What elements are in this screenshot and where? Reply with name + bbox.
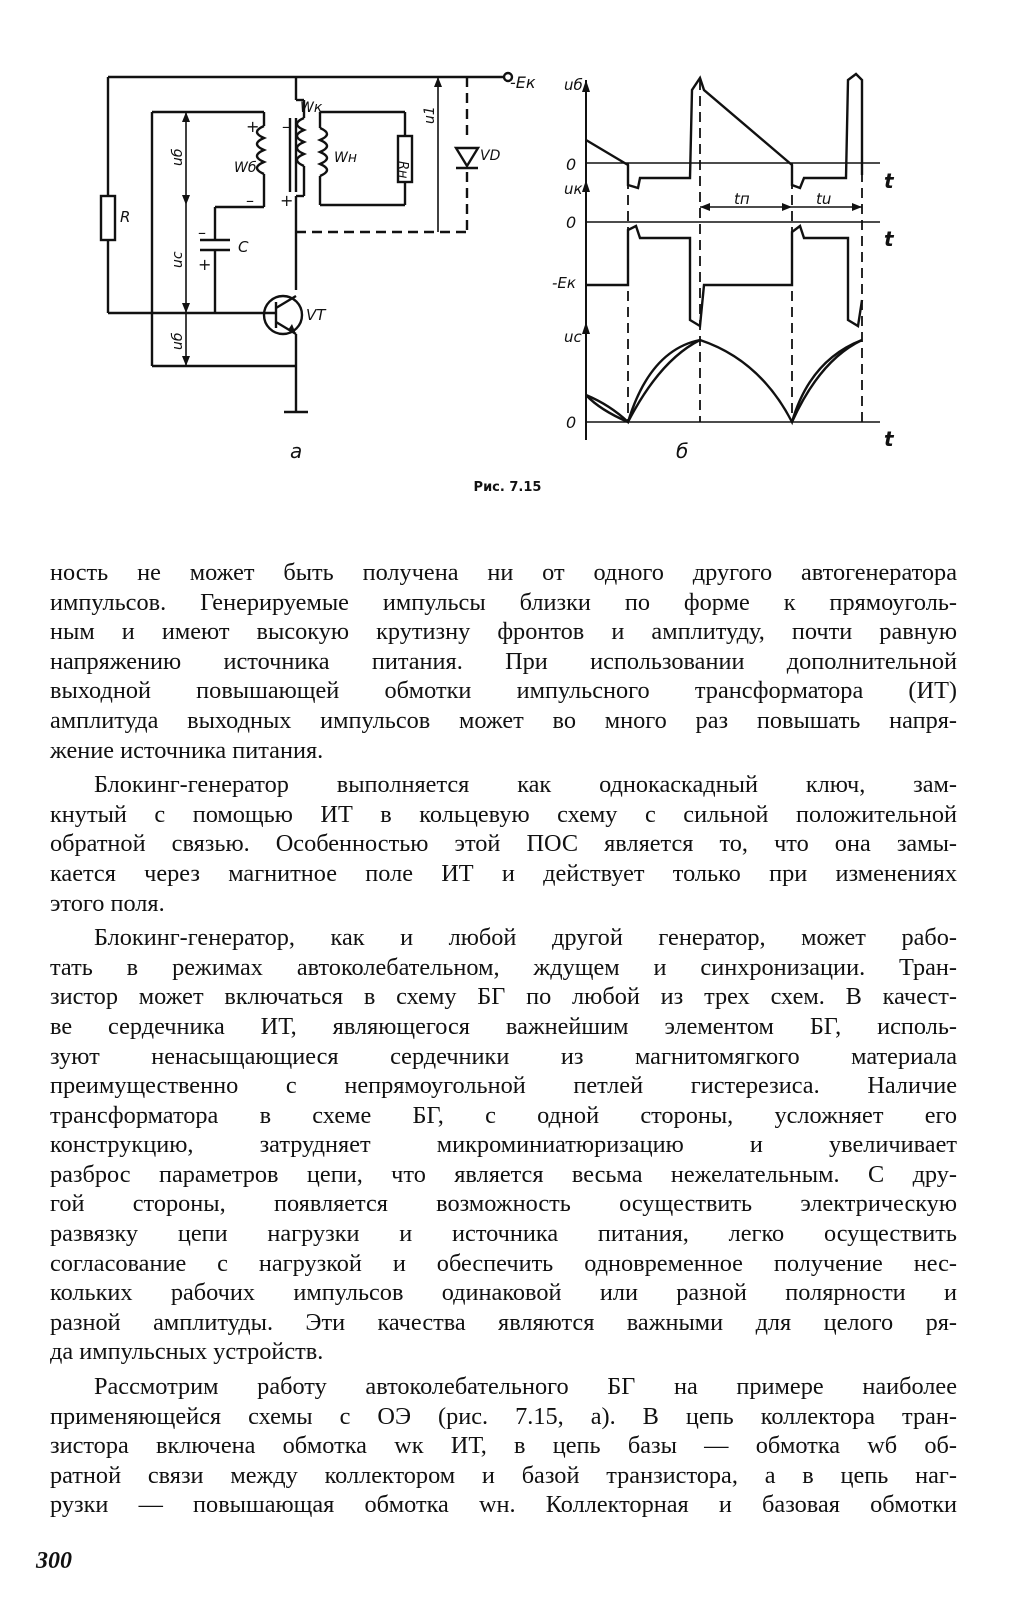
- text-line: ным и имеют высокую крутизну фронтов и амплитуду, почти равную: [50, 618, 957, 646]
- text-line: Блокинг-генератор, как и любой другой генератор, может рабо-: [94, 924, 957, 952]
- text-line: ратной связи между коллектором и базой транзистора, а в цепь наг-: [50, 1461, 957, 1489]
- text-line: зуют ненасыщающиеся сердечники из магнитомягкого материала: [50, 1042, 957, 1070]
- panel-label-b: б: [676, 439, 689, 463]
- label-ub-2: uб: [170, 332, 186, 350]
- text-line: развязку цепи нагрузки и источника питания, легко осуществить: [50, 1220, 957, 1248]
- label-wn: Wн: [334, 150, 357, 166]
- timing-t-2: t: [884, 227, 894, 251]
- text-line: кольких рабочих импульсов одинаковой или разной полярности и: [50, 1279, 957, 1307]
- label-u1: u1: [422, 106, 438, 124]
- text-line: зистора включена обмотка wк ИТ, в цепь базы — обмотка wб об-: [50, 1432, 957, 1460]
- label-wb: Wб: [234, 160, 257, 176]
- text-line: зистор может включаться в схему БГ по любой из трех схем. В качест-: [50, 983, 957, 1011]
- label-vd: VD: [480, 148, 501, 164]
- text-line: ве сердечника ИТ, являющегося важнейшим элементом БГ, исполь-: [50, 1012, 957, 1040]
- timing-t-1: t: [884, 169, 894, 193]
- timing-diagram: [586, 74, 880, 440]
- sign-minus-1: –: [246, 191, 254, 210]
- text-line: разброс параметров цепи, что является весьма нежелательным. С дру-: [50, 1160, 957, 1188]
- text-line: да импульсных устройств.: [50, 1338, 324, 1366]
- timing-axis-uc: uc: [564, 328, 582, 346]
- text-line: Рассмотрим работу автоколебательного БГ на примере наиболее: [94, 1373, 957, 1401]
- paragraph-3: [50, 923, 957, 1367]
- resistor-r: [101, 196, 115, 240]
- text-line: ность не может быть получена ни от одного другого автогенератора: [50, 559, 957, 586]
- paragraph-2: [50, 770, 957, 918]
- label-vt: VT: [306, 306, 326, 324]
- sign-minus-3: –: [198, 223, 206, 242]
- text-line: напряжению источника питания. При использовании дополнительной: [50, 647, 957, 675]
- sign-minus-2: –: [282, 117, 290, 136]
- figure-caption: Рис. 7.15: [473, 480, 542, 495]
- text-line: обратной связью. Особенностью этой ПОС является то, что она замы-: [50, 830, 957, 858]
- label-uc: uc: [170, 251, 186, 268]
- figure-7-15: [0, 0, 1015, 520]
- text-line: выходной повышающей обмотки импульсного трансформатора (ИТ): [50, 677, 957, 705]
- body-text: [50, 558, 957, 1525]
- timing-zero-1: 0: [566, 155, 577, 174]
- label-c: C: [238, 238, 249, 256]
- text-line: кается через магнитное поле ИТ и действует только при изменениях: [50, 859, 957, 887]
- text-line: рузки — повышающая обмотка wн. Коллекторная и базовая обмотки: [50, 1491, 957, 1519]
- timing-axis-uk: uк: [564, 180, 583, 198]
- panel-label-a: а: [290, 439, 303, 463]
- timing-zero-2: 0: [566, 213, 577, 232]
- timing-t-3: t: [884, 427, 894, 451]
- label-wk: Wк: [300, 100, 323, 116]
- text-line: этого поля.: [50, 889, 165, 917]
- text-line: амплитуда выходных импульсов может во много раз повышать напря-: [50, 706, 957, 734]
- text-line: применяющейся схемы с ОЭ (рис. 7.15, а). В цепь коллектора тран-: [50, 1402, 957, 1430]
- timing-tp: tп: [734, 190, 750, 208]
- text-line: согласование с нагрузкой и обеспечить одновременное получение нес-: [50, 1249, 957, 1277]
- sign-plus-2: +: [280, 191, 294, 210]
- timing-zero-3: 0: [566, 413, 577, 432]
- label-ek: -Eк: [510, 73, 536, 92]
- timing-axis-ub: uб: [564, 76, 583, 94]
- sign-plus-3: +: [198, 255, 212, 274]
- label-r: R: [120, 208, 131, 226]
- text-line: кнутый с помощью ИТ в кольцевую схему с сильной положительной: [50, 800, 957, 828]
- diode-vd: [456, 148, 478, 166]
- sign-plus-1: +: [246, 117, 260, 136]
- timing-minus-ek: -Eк: [552, 274, 576, 292]
- transistor-vt: [264, 296, 302, 334]
- text-line: разной амплитуды. Эти качества являются важными для целого ря-: [50, 1308, 957, 1336]
- label-ub: uб: [170, 148, 186, 166]
- paragraph-4: [50, 1372, 957, 1520]
- timing-ti: tu: [816, 190, 832, 208]
- text-line: жение источника питания.: [50, 736, 324, 764]
- text-line: преимущественно с непрямоугольной петлей гистерезиса. Наличие: [50, 1072, 957, 1100]
- text-line: Блокинг-генератор выполняется как однокаскадный ключ, зам-: [94, 771, 957, 799]
- text-line: конструкцию, затрудняет микроминиатюризацию и увеличивает: [50, 1131, 957, 1159]
- text-line: тать в режимах автоколебательном, ждущем и синхронизации. Тран-: [50, 953, 957, 981]
- text-line: гой стороны, появляется возможность осуществить электрическую: [50, 1190, 957, 1218]
- page-number: 300: [36, 1548, 72, 1574]
- circuit-diagram: [101, 73, 512, 412]
- text-line: импульсов. Генерируемые импульсы близки по форме к прямоуголь-: [50, 588, 957, 616]
- label-rn: Rн: [395, 161, 410, 179]
- text-line: трансформатора в схеме БГ, с одной стороны, усложняет его: [50, 1101, 957, 1129]
- paragraph-1: [50, 558, 957, 765]
